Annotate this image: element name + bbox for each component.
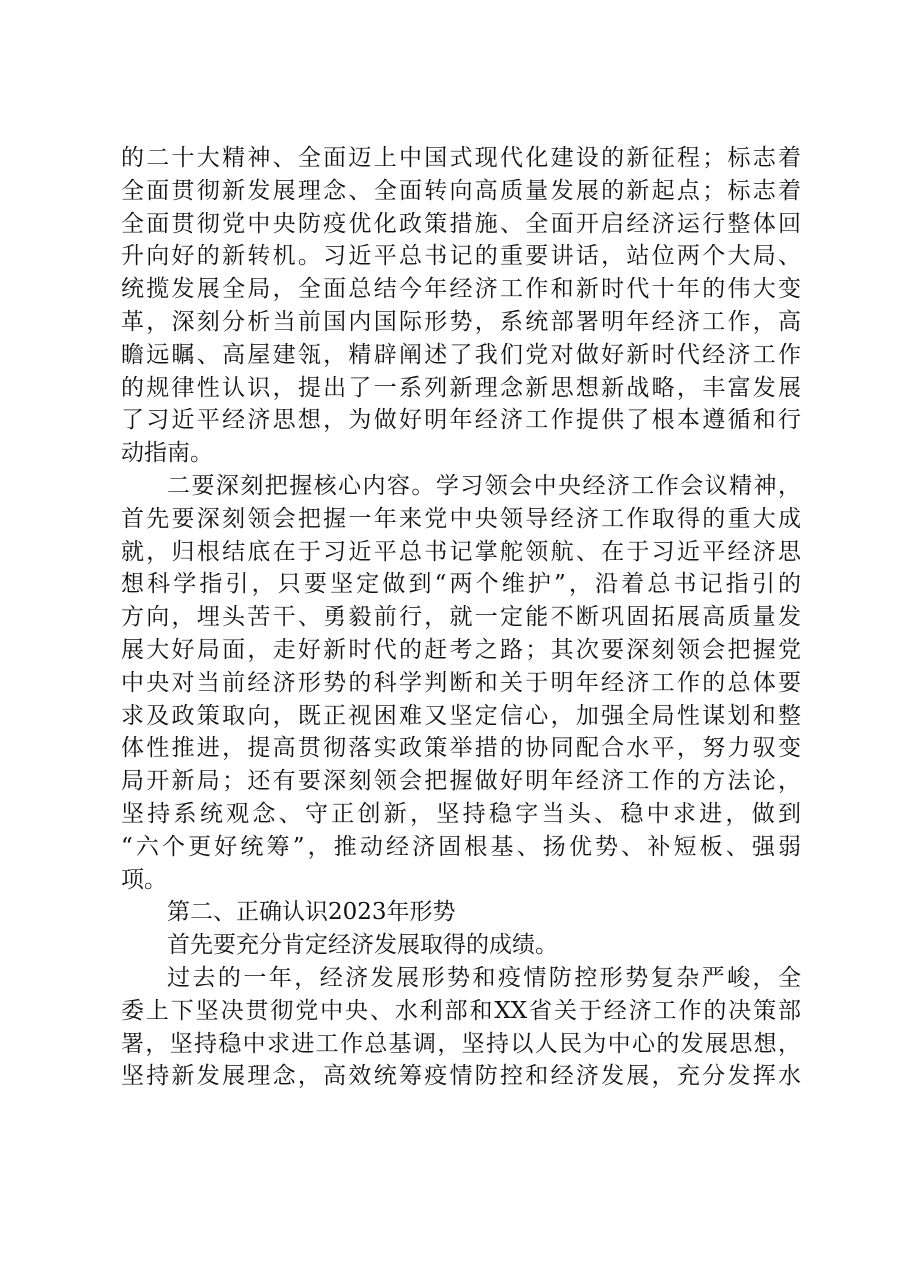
text-line: 就，归根结底在于习近平总书记掌舵领航、在于习近平经济思 xyxy=(121,538,801,565)
text-line: 求及政策取向，既正视困难又坚定信心，加强全局性谋划和整 xyxy=(121,702,801,729)
document-body xyxy=(121,142,801,1093)
text-line: 第二、正确认识2023年形势 xyxy=(167,899,456,926)
text-line: 二要深刻把握核心内容。学习领会中央经济工作会议精神， xyxy=(167,472,801,499)
text-line: 的规律性认识，提出了一系列新理念新思想新战略，丰富发展 xyxy=(121,374,801,401)
text-line: 首先要深刻领会把握一年来党中央领导经济工作取得的重大成 xyxy=(121,505,801,532)
text-line: 革，深刻分析当前国内国际形势，系统部署明年经济工作，高 xyxy=(121,308,801,335)
text-line: 方向，埋头苦干、勇毅前行，就一定能不断巩固拓展高质量发 xyxy=(121,604,801,631)
text-line: 全面贯彻新发展理念、全面转向高质量发展的新起点；标志着 xyxy=(121,177,801,204)
text-line: 署，坚持稳中求进工作总基调，坚持以人民为中心的发展思想， xyxy=(121,1030,801,1057)
text-line: 全面贯彻党中央防疫优化政策措施、全面开启经济运行整体回 xyxy=(121,210,801,237)
text-line: 坚持系统观念、守正创新，坚持稳字当头、稳中求进，做到 xyxy=(121,800,801,827)
text-line: 过去的一年，经济发展形势和疫情防控形势复杂严峻，全 xyxy=(167,964,801,991)
text-line: 体性推进，提高贯彻落实政策举措的协同配合水平，努力驭变 xyxy=(121,735,801,762)
text-line: 展大好局面，走好新时代的赶考之路；其次要深刻领会把握党 xyxy=(121,636,801,663)
text-line: 委上下坚决贯彻党中央、水利部和XX省关于经济工作的决策部 xyxy=(121,997,801,1024)
text-line: 了习近平经济思想，为做好明年经济工作提供了根本遵循和行 xyxy=(121,407,801,434)
text-line: 升向好的新转机。习近平总书记的重要讲话，站位两个大局、 xyxy=(121,243,801,270)
text-line: 统揽发展全局，全面总结今年经济工作和新时代十年的伟大变 xyxy=(121,276,801,303)
text-line: 动指南。 xyxy=(121,440,213,467)
text-line: 局开新局；还有要深刻领会把握做好明年经济工作的方法论， xyxy=(121,768,801,795)
text-line: 坚持新发展理念，高效统筹疫情防控和经济发展，充分发挥水 xyxy=(121,1063,801,1090)
text-line: “六个更好统筹”，推动经济固根基、扬优势、补短板、强弱 xyxy=(121,833,801,860)
text-line: 瞻远瞩、高屋建瓴，精辟阐述了我们党对做好新时代经济工作 xyxy=(121,341,801,368)
text-line: 首先要充分肯定经济发展取得的成绩。 xyxy=(167,932,558,959)
text-line: 中央对当前经济形势的科学判断和关于明年经济工作的总体要 xyxy=(121,669,801,696)
text-line: 项。 xyxy=(121,866,167,893)
text-line: 的二十大精神、全面迈上中国式现代化建设的新征程；标志着 xyxy=(121,145,801,171)
text-line: 想科学指引，只要坚定做到“两个维护”，沿着总书记指引的 xyxy=(121,571,801,598)
